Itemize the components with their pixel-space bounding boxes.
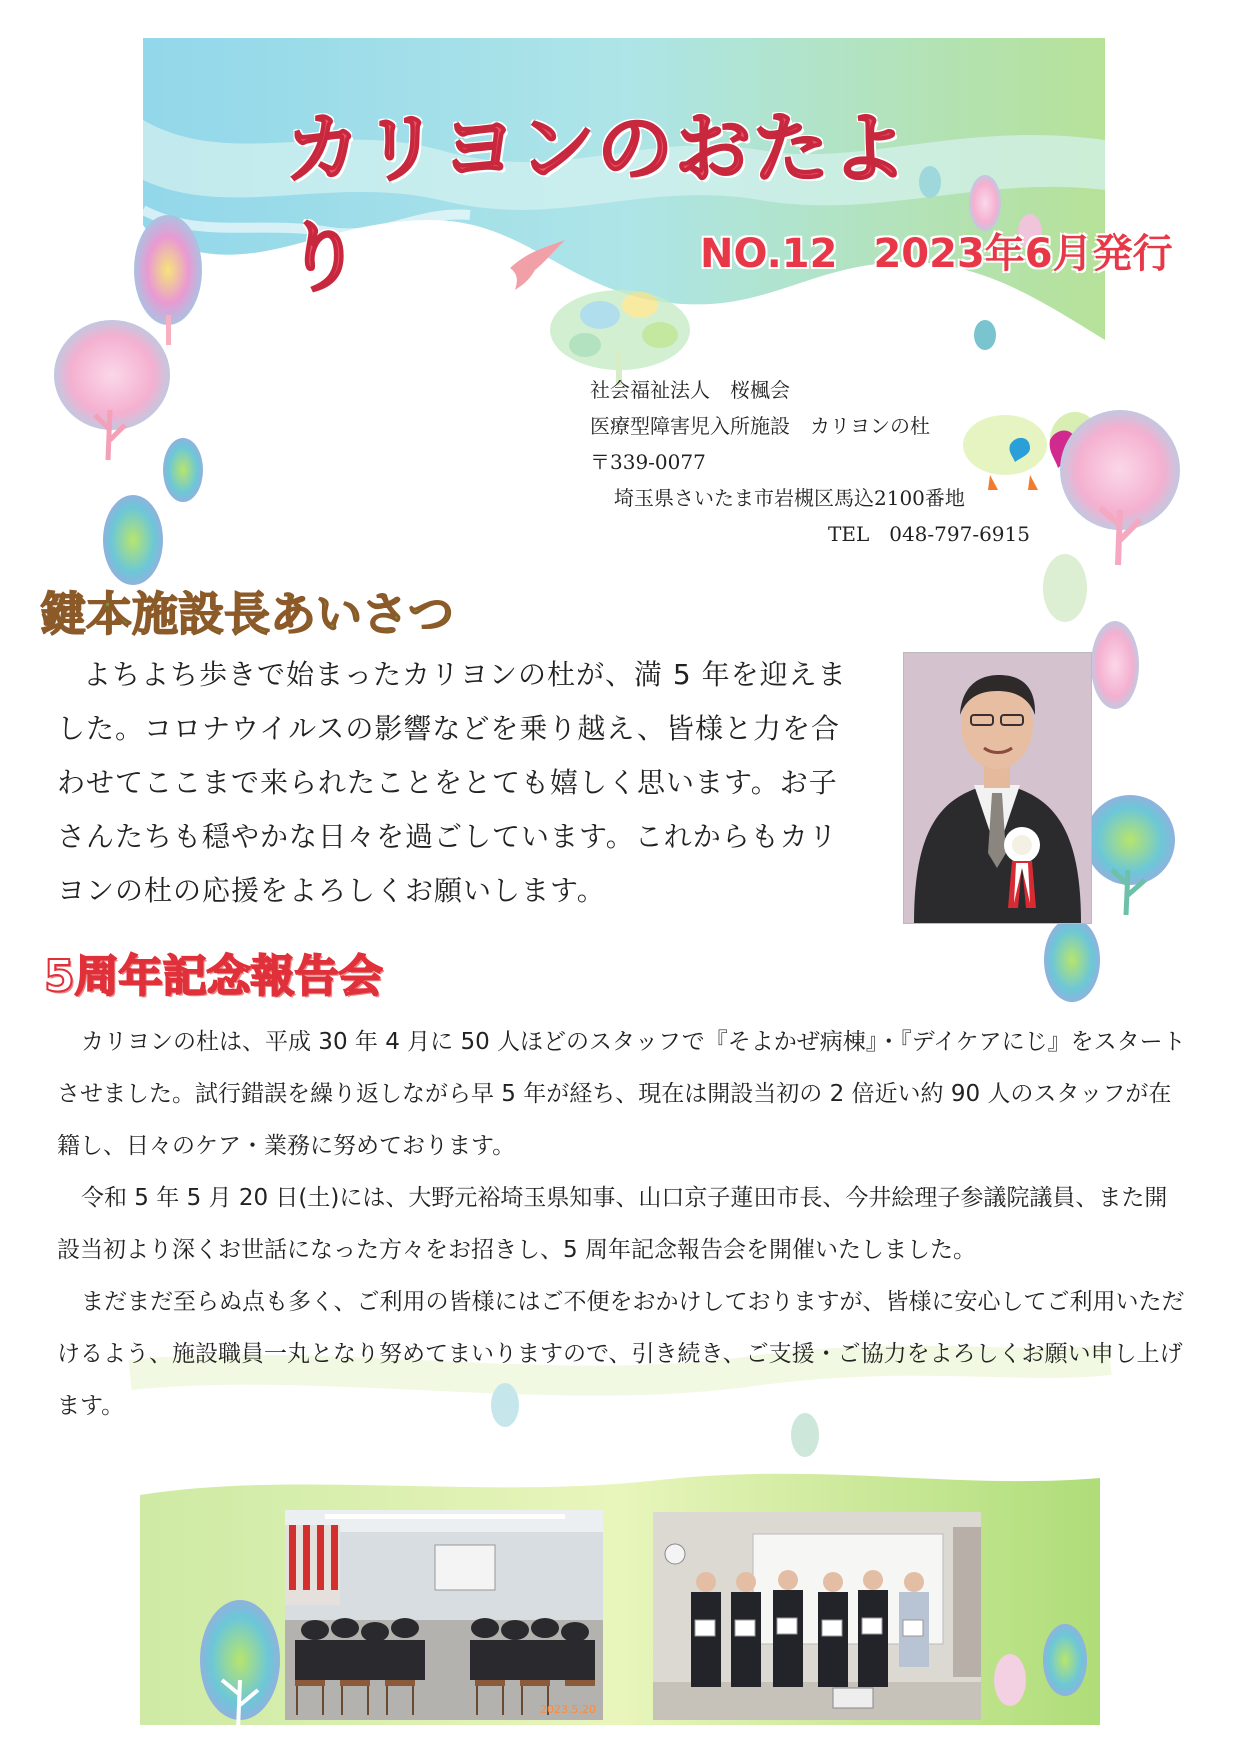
issue-number: NO.12 <box>700 231 838 277</box>
report-text <box>57 1016 1187 1432</box>
postal-code: 〒339-0077 <box>590 450 706 474</box>
newsletter-title: カリヨンのおたより <box>285 104 909 302</box>
photo-stamp: 2023.5.20 <box>540 1703 596 1716</box>
report-paragraph-2: 令和 5 年 5 月 20 日(土)には、大野元裕埼玉県知事、山口京子蓮田市長、今井絵理子参議院議員、また開設当初より深くお世話になった方々をお招きし、5 周年記念報告会を開催いたしました。 <box>57 1185 1168 1263</box>
audience-photo-illustration <box>285 1510 603 1720</box>
ceremony-photo <box>653 1512 981 1720</box>
report-paragraph-1: カリヨンの杜は、平成 30 年 4 月に 50 人ほどのスタッフで『そよかぜ病棟』・『デイケアにじ』をスタートさせました。試行錯誤を繰り返しながら早 5 年が経ち、現在は開設当初の 2 倍近い約 90 人のスタッフが在籍し、日々のケア・業務に努めております。 <box>57 1029 1186 1159</box>
greeting-body: よちよち歩きで始まったカリヨンの杜が、満 5 年を迎えました。コロナウイルスの影響などを乗り越え、皆様と力を合わせてここまで来られたことをとても嬉しく思います。お子さんたちも穏やかな日々を過ごしています。これからもカリヨンの杜の応援をよろしくお願いします。 <box>57 658 847 907</box>
ceremony-photo-illustration <box>653 1512 981 1720</box>
audience-photo <box>285 1510 603 1720</box>
issue-info <box>700 222 1209 279</box>
greeting-heading: 鍵本施設長あいさつ <box>40 587 454 641</box>
issue-date: 2023年6月発行 <box>873 231 1173 277</box>
org-name: 社会福祉法人 桜楓会 <box>590 378 790 402</box>
director-portrait-photo <box>903 652 1092 924</box>
address-block <box>590 372 1030 552</box>
report-paragraph-3: まだまだ至らぬ点も多く、ご利用の皆様にはご不便をおかけしておりますが、皆様に安心してご利用いただけるよう、施設職員一丸となり努めてまいりますので、引き続き、ご支援・ご協力をよろしくお願い申し上げます。 <box>57 1289 1185 1419</box>
portrait-illustration <box>904 653 1091 923</box>
street-address: 埼玉県さいたま市岩槻区馬込2100番地 <box>614 486 965 510</box>
facility-name: 医療型障害児入所施設 カリヨンの杜 <box>590 414 930 438</box>
greeting-text <box>57 648 857 918</box>
report-heading: 5周年記念報告会 <box>44 951 383 1002</box>
telephone: TEL 048-797-6915 <box>828 522 1030 546</box>
